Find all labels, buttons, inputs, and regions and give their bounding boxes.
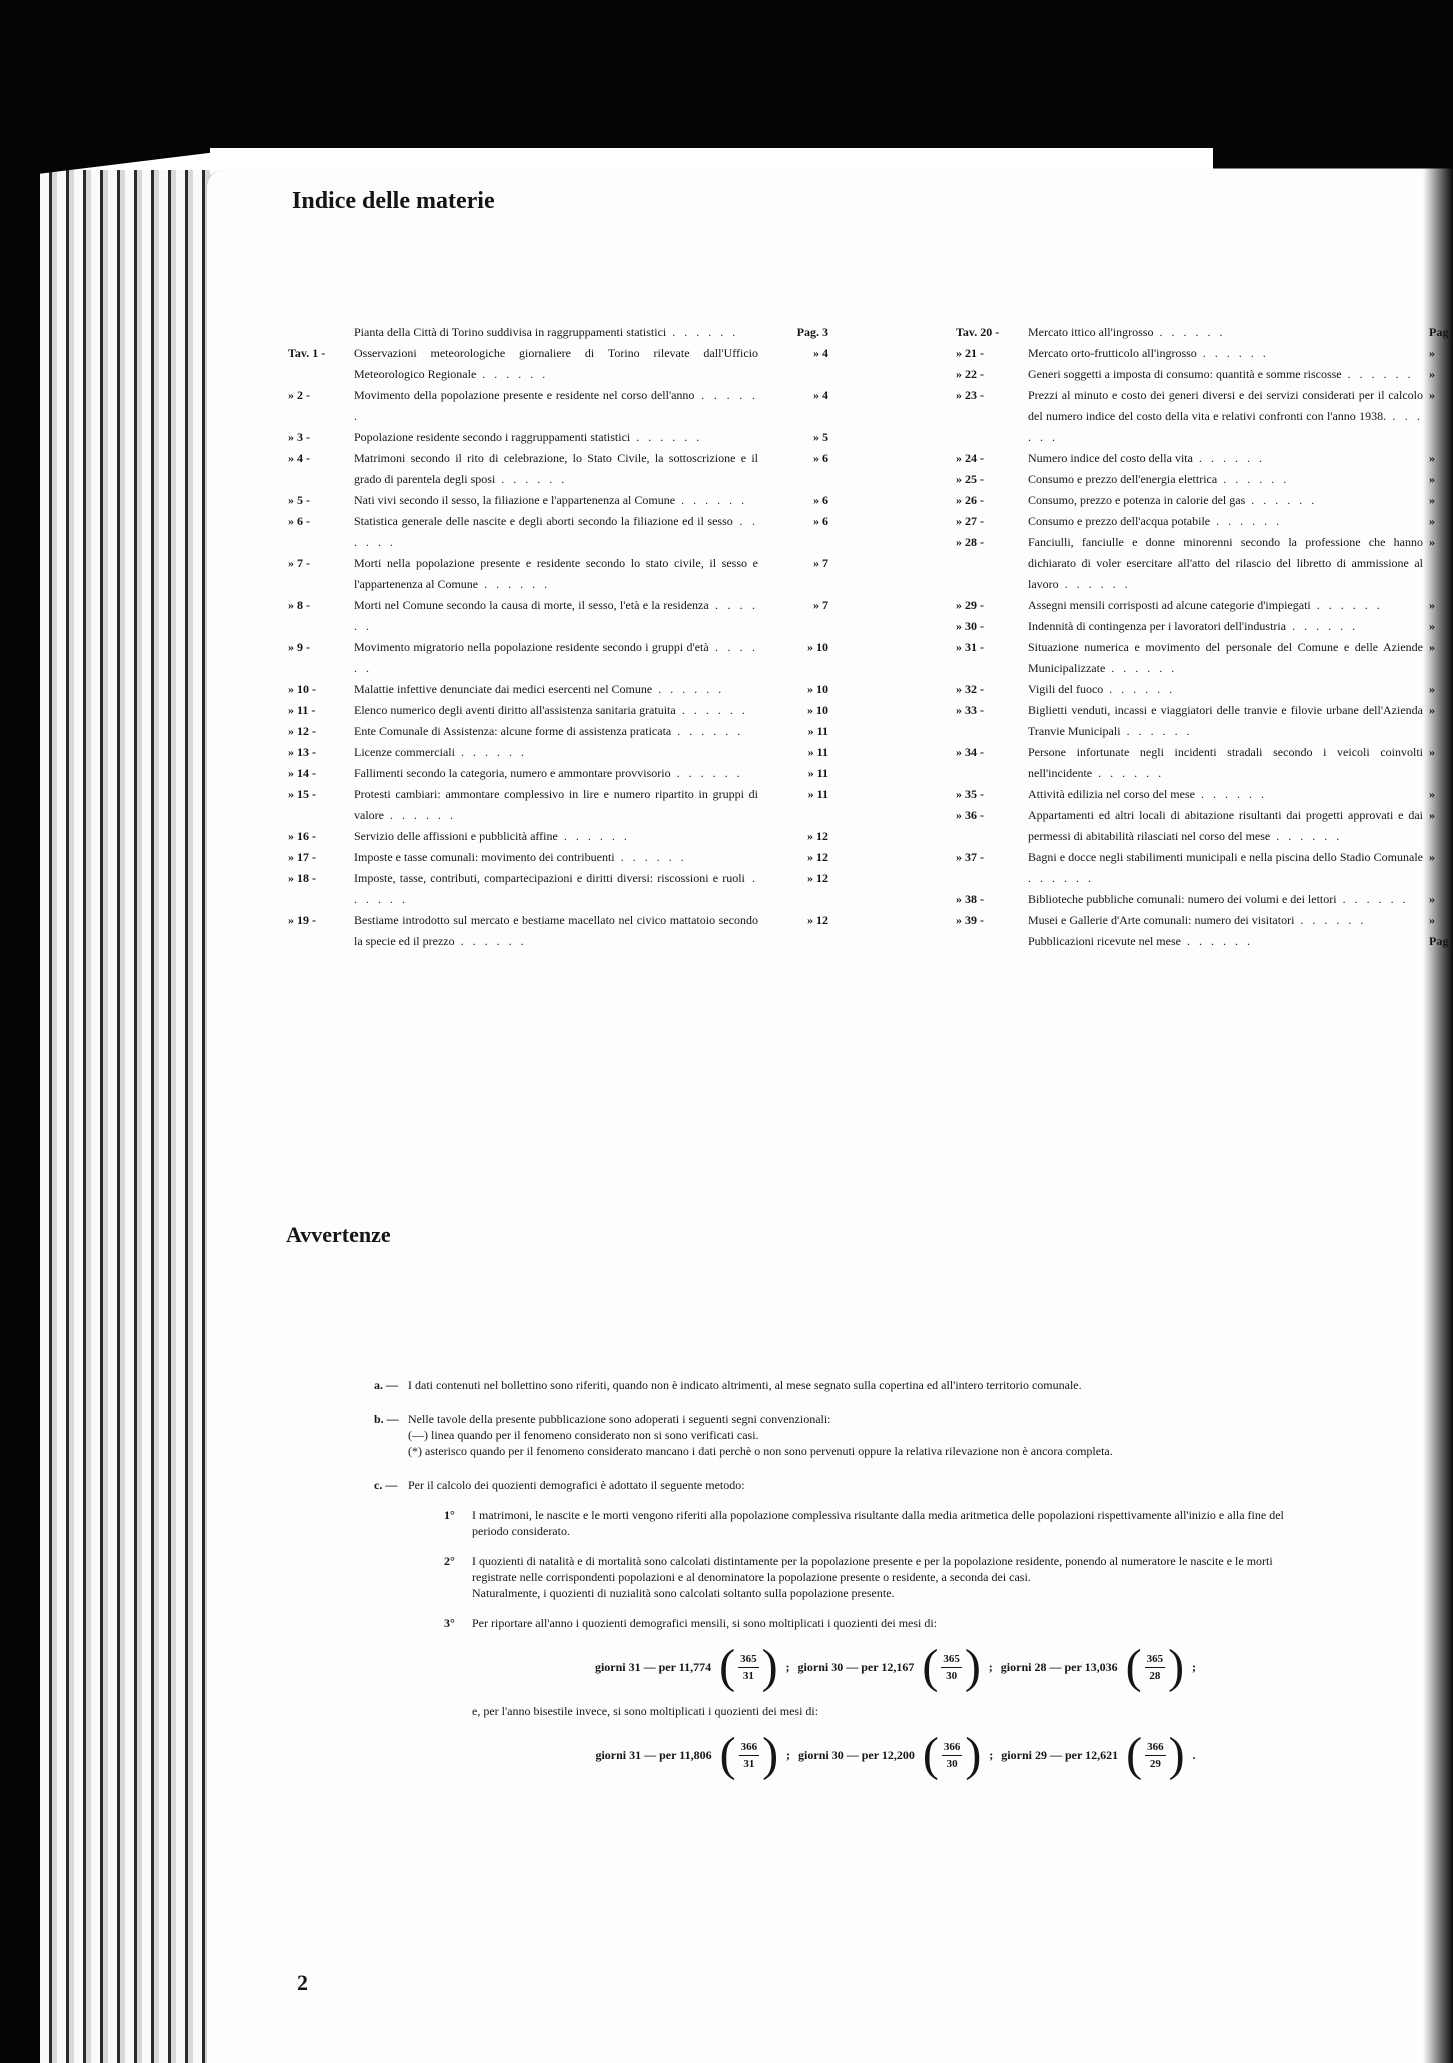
left_column-entry (288, 553, 828, 595)
dot-leader: . . . . . . (1105, 661, 1178, 675)
fraction-numerator: 365 (1145, 1651, 1166, 1668)
entry-title: Indennità di contingenza per i lavoratori dell'industria (1028, 619, 1287, 633)
entry-table-number: » 7 - (288, 556, 310, 570)
entry-title: Bestiame introdotto sul mercato e bestiame macellato nel civico mattatoio secondo la specie ed il prezzo (354, 913, 758, 948)
entry-page: » (1429, 367, 1435, 381)
dot-leader: . . . . . . (1180, 934, 1253, 948)
entry-page: » 12 (807, 913, 828, 927)
entry-title: Nati vivi secondo il sesso, la filiazione e l'appartenenza al Comune (354, 493, 676, 507)
formula-leap-year (472, 1728, 1319, 1781)
scan-corner (1213, 148, 1453, 188)
entry-title: Assegni mensili corrisposti ad alcune categorie d'impiegati (1028, 598, 1311, 612)
dot-leader: . . . . . . (1310, 598, 1383, 612)
formula-label: giorni 31 — per 11,806 (595, 1748, 712, 1762)
note-c-letter: c. — (374, 1478, 398, 1492)
dot-leader: . . . . . . (354, 640, 758, 675)
entry-page: » 10 (807, 703, 828, 717)
entry-title: Vigili del fuoco (1028, 682, 1104, 696)
note-b-text: Nelle tavole della presente pubblicazione sono adoperati i seguenti segni convenzionali: (408, 1412, 831, 1426)
entry-table-number: » 3 - (288, 430, 310, 444)
dot-leader: . . . . . . (557, 829, 630, 843)
avvertenze-title: Avvertenze (286, 1222, 391, 1247)
entry-title: Licenze commerciali (354, 745, 455, 759)
entry-title: Biblioteche pubbliche comunali: numero dei volumi e dei lettori (1028, 892, 1337, 906)
note-b-line-asterisk: (*) asterisco quando per il fenomeno considerato mancano i dati perchè o non sono pervenuti oppure la relativa rilevazione non è ancora completa. (408, 1444, 1113, 1458)
dot-leader: . . . . . . (675, 493, 748, 507)
entry-table-number: » 26 - (956, 493, 984, 507)
right_column-entry (956, 910, 1453, 931)
index-right-column (956, 322, 1453, 952)
entry-page: Pag (1429, 325, 1449, 339)
dot-leader: . . . . . . (1028, 409, 1424, 444)
entry-page: » 10 (807, 640, 828, 654)
right_column-entry (956, 385, 1453, 448)
entry-title: Fallimenti secondo la categoria, numero e ammontare provvisorio (354, 766, 671, 780)
dot-leader: . . . . . . (666, 325, 739, 339)
entry-table-number: » 30 - (956, 619, 984, 633)
dot-leader: . . . . . . (1028, 871, 1094, 885)
fraction: ( $\frac{365}{31}$ ) (719, 1640, 778, 1693)
formula-separator: ; (989, 1748, 994, 1762)
left_column-entry (288, 595, 828, 637)
entry-table-number: » 22 - (956, 367, 984, 381)
fraction-numerator: 366 (942, 1739, 963, 1756)
entry-page: » (1429, 346, 1435, 360)
formula-separator: ; (988, 1660, 993, 1674)
note-b-letter: b. — (374, 1412, 399, 1426)
entry-title: Imposte, tasse, contributi, compartecipazioni e diritti diversi: riscossioni e ruoli (354, 871, 745, 885)
entry-title: Musei e Gallerie d'Arte comunali: numero dei visitatori (1028, 913, 1295, 927)
fraction-denominator: 28 (1149, 1669, 1161, 1682)
left_column-entry (288, 322, 828, 343)
entry-table-number: » 31 - (956, 640, 984, 654)
entry-table-number: Tav. 20 - (956, 325, 1000, 339)
right_column-entry (956, 679, 1453, 700)
left_column-entry (288, 448, 828, 490)
left_column-entry (288, 910, 828, 952)
dot-leader: . . . . . . (354, 871, 759, 906)
fraction-denominator: 29 (1149, 1757, 1161, 1770)
left_column-entry (288, 742, 828, 763)
dot-leader: . . . . . . (1196, 346, 1269, 360)
left_column-entry (288, 385, 828, 427)
left_column-entry (288, 637, 828, 679)
right_column-entry (956, 532, 1453, 595)
note-c-point-2: 2° I quozienti di natalità e di mortalità sono calcolati distintamente per la popolazione presente e per la popolazione residente, ponendo al numeratore le nascite e le morti registrate nelle corrispondenti popolazioni e al denominatore la popolazione presente o residente, a seconda dei casi. Naturalmente, i quozienti di nuzialità sono calcolati soltanto sulla popolazione presente. (444, 1554, 1273, 1600)
entry-table-number: » 23 - (956, 388, 984, 402)
scan-shadow (40, 148, 210, 178)
dot-leader: . . . . . . (1103, 682, 1176, 696)
entry-title: Mercato ittico all'ingrosso (1028, 325, 1154, 339)
entry-page: » (1429, 682, 1435, 696)
entry-title: Pianta della Città di Torino suddivisa in raggruppamenti statistici (354, 325, 667, 339)
entry-page: » 11 (807, 766, 828, 780)
fraction-numerator: 365 (738, 1651, 759, 1668)
entry-title: Popolazione residente secondo i raggruppamenti statistici (354, 430, 631, 444)
dot-leader: . . . . . . (630, 430, 703, 444)
entry-table-number: » 16 - (288, 829, 316, 843)
scan-border-left (0, 0, 40, 2063)
note-c-point-1: 1° I matrimoni, le nascite e le morti vengono riferiti alla popolazione complessiva risultante dalla media aritmetica delle popolazioni rispettivamente all'inizio e alla fine del periodo considerato. (444, 1508, 1284, 1538)
dot-leader: . . . . . . (652, 682, 725, 696)
fraction: ( $\frac{365}{28}$ ) (1125, 1640, 1185, 1693)
dot-leader: . . . . . . (671, 724, 744, 738)
dot-leader: . . . . . . (1194, 787, 1267, 801)
entry-page: Pag (1429, 934, 1449, 948)
entry-page: » (1429, 388, 1435, 402)
entry-title: Appartamenti ed altri locali di abitazione risultanti dai progetti approvati e dai permessi di abitabilità rilasciati nel corso del mese (1028, 808, 1423, 843)
entry-page: » 5 (813, 430, 828, 444)
entry-title: Mercato orto-frutticolo all'ingrosso (1028, 346, 1197, 360)
entry-title: Pubblicazioni ricevute nel mese (1028, 934, 1181, 948)
dot-leader: . . . . . . (454, 934, 527, 948)
entry-title: Imposte e tasse comunali: movimento dei contribuenti (354, 850, 615, 864)
entry-title: Malattie infettive denunciate dai medici esercenti nel Comune (354, 682, 653, 696)
right_column-entry (956, 490, 1453, 511)
left_column-entry (288, 763, 828, 784)
book-page-edges (40, 170, 210, 2063)
entry-table-number: » 8 - (288, 598, 310, 612)
entry-title: Consumo, prezzo e potenza in calorie del gas (1028, 493, 1246, 507)
entry-table-number: » 19 - (288, 913, 316, 927)
entry-table-number: » 15 - (288, 787, 316, 801)
entry-table-number: » 38 - (956, 892, 984, 906)
entry-page: » 12 (807, 871, 828, 885)
entry-page: » (1429, 808, 1435, 822)
right_column-entry (956, 700, 1453, 742)
entry-title: Ente Comunale di Assistenza: alcune forme di assistenza praticata (354, 724, 672, 738)
dot-leader: . . . . . . (1270, 829, 1343, 843)
entry-table-number: » 6 - (288, 514, 310, 528)
entry-page: » (1429, 913, 1435, 927)
right_column-entry (956, 805, 1453, 847)
entry-title: Protesti cambiari: ammontare complessivo in lire e numero ripartito in gruppi di valore (354, 787, 758, 822)
entry-page: » (1429, 472, 1435, 486)
entry-table-number: » 21 - (956, 346, 984, 360)
entry-page: » 12 (807, 850, 828, 864)
dot-leader: . . . . . . (1153, 325, 1226, 339)
entry-title: Situazione numerica e movimento del personale del Comune e delle Aziende Municipalizzate (1028, 640, 1423, 675)
entry-table-number: » 35 - (956, 787, 984, 801)
left_column-entry (288, 679, 828, 700)
entry-title: Consumo e prezzo dell'acqua potabile (1028, 514, 1211, 528)
formula-label: giorni 30 — per 12,200 (798, 1748, 915, 1762)
fraction-numerator: 365 (941, 1651, 962, 1668)
entry-page: » 7 (813, 598, 828, 612)
entry-table-number: » 25 - (956, 472, 984, 486)
entry-page: » 12 (807, 829, 828, 843)
formula-normal-year (472, 1640, 1319, 1693)
dot-leader: . . . . . . (675, 703, 748, 717)
dot-leader: . . . . . . (1294, 913, 1367, 927)
entry-table-number: » 34 - (956, 745, 984, 759)
fraction: ( $\frac{365}{30}$ ) (922, 1640, 981, 1693)
entry-page: » 6 (813, 514, 828, 528)
dot-leader: . . . . . . (478, 577, 551, 591)
entry-title: Persone infortunate negli incidenti stradali secondo i veicoli coinvolti nell'incidente (1028, 745, 1423, 780)
index-left-column (288, 322, 828, 952)
note-b (374, 1411, 1319, 1459)
dot-leader: . . . . . . (476, 367, 549, 381)
left_column-entry (288, 784, 828, 826)
fraction-numerator: 366 (739, 1739, 760, 1756)
entry-title: Bagni e docce negli stabilimenti municipali e nella piscina dello Stadio Comunale (1028, 850, 1423, 864)
right_column-entry (956, 595, 1453, 616)
formula-separator: . (1192, 1748, 1196, 1762)
entry-title: Biglietti venduti, incassi e viaggiatori delle tranvie e filovie urbane dell'Azienda Tranvie Municipali (1028, 703, 1423, 738)
fraction-denominator: 31 (743, 1757, 755, 1770)
note-c-point-3: 3° Per riportare all'anno i quozienti demografici mensili, si sono moltiplicati i quozienti dei mesi di: giorni 31 — per 11,774 ( $\frac{365}{31}$ ) ; giorni 30 — per 12,167 ( $\frac{365}{30}$ ) ; giorni 28 — per 13,036 ( $\frac{365}{28}$ ) ; e, per l'anno bisestile invece, si sono moltiplicati i quozienti dei mesi di: giorni 31 — per 11,806 ( $\frac{366}{31}$ ) ; giorni 30 — per 12,200 ( $\frac{366}{30}$ ) ; giorni 29 — per 12,621 ( $\frac{366}{29}$ ) . (444, 1615, 1319, 1791)
entry-title: Morti nella popolazione presente e residente secondo lo stato civile, il sesso e l'appartenenza al Comune (354, 556, 758, 591)
dot-leader: . . . . . . (1217, 472, 1290, 486)
right_column-entry (956, 616, 1453, 637)
right_column-entry (956, 742, 1453, 784)
entry-page: » (1429, 451, 1435, 465)
dot-leader: . . . . . . (1245, 493, 1318, 507)
right_column-entry (956, 364, 1453, 385)
entry-title: Generi soggetti a imposta di consumo: quantità e somme riscosse (1028, 367, 1342, 381)
entry-title: Osservazioni meteorologiche giornaliere di Torino rilevate dall'Ufficio Meteorologico Regionale (354, 346, 758, 381)
left_column-entry (288, 826, 828, 847)
entry-title: Matrimoni secondo il rito di celebrazione, lo Stato Civile, la sottoscrizione e il grado di parentela degli sposi (354, 451, 758, 486)
entry-page: » (1429, 703, 1435, 717)
entry-title: Attività edilizia nel corso del mese (1028, 787, 1195, 801)
right_column-entry (956, 847, 1453, 889)
scan-border-top (0, 0, 1453, 148)
right_column-entry (956, 448, 1453, 469)
entry-title: Movimento migratorio nella popolazione residente secondo i gruppi d'età (354, 640, 709, 654)
page-number: 2 (297, 1970, 308, 1995)
entry-page: » 4 (813, 388, 828, 402)
fraction-denominator: 30 (946, 1669, 958, 1682)
dot-leader: . . . . . . (495, 472, 568, 486)
note-a-text: I dati contenuti nel bollettino sono riferiti, quando non è indicato altrimenti, al mese segnato sulla copertina ed all'intero territorio comunale. (408, 1378, 1082, 1392)
dot-leader: . . . . . . (1192, 451, 1265, 465)
right_column-entry (956, 511, 1453, 532)
right_column-entry (956, 322, 1453, 343)
dot-leader: . . . . . . (1120, 724, 1193, 738)
entry-table-number: » 28 - (956, 535, 984, 549)
entry-page: Pag. 3 (796, 325, 828, 339)
entry-table-number: Tav. 1 - (288, 346, 326, 360)
right_column-entry (956, 469, 1453, 490)
fraction: ( $\frac{366}{30}$ ) (922, 1728, 982, 1781)
fraction-numerator: 366 (1145, 1739, 1166, 1756)
left_column-entry (288, 847, 828, 868)
dot-leader: . . . . . . (383, 808, 456, 822)
note-b-line-dash: (—) linea quando per il fenomeno considerato non si sono verificati casi. (408, 1428, 759, 1442)
dot-leader: . . . . . . (354, 598, 759, 633)
entry-page: » (1429, 598, 1435, 612)
entry-page: » (1429, 787, 1435, 801)
dot-leader: . . . . . . (1210, 514, 1283, 528)
entry-page: » 7 (813, 556, 828, 570)
entry-title: Consumo e prezzo dell'energia elettrica (1028, 472, 1218, 486)
entry-table-number: » 4 - (288, 451, 310, 465)
formula-label: giorni 29 — per 12,621 (1001, 1748, 1119, 1762)
dot-leader: . . . . . . (354, 388, 759, 423)
note-a (374, 1377, 1319, 1393)
dot-leader: . . . . . . (1286, 619, 1359, 633)
page-title: Indice delle materie (292, 188, 495, 214)
entry-page: » 11 (807, 787, 828, 801)
left_column-entry (288, 700, 828, 721)
entry-table-number: » 10 - (288, 682, 316, 696)
entry-title: Prezzi al minuto e costo dei generi diversi e dei servizi considerati per il calcolo del numero indice del costo della vita e relativi confronti con l'anno 1938. (1028, 388, 1423, 423)
formula-separator: ; (1192, 1660, 1197, 1674)
entry-table-number: » 14 - (288, 766, 316, 780)
dot-leader: . . . . . . (1058, 577, 1131, 591)
formula-label: giorni 30 — per 12,167 (797, 1660, 915, 1674)
entry-page: » (1429, 892, 1435, 906)
left_column-entry (288, 490, 828, 511)
right_column-entry (956, 889, 1453, 910)
entry-table-number: » 12 - (288, 724, 316, 738)
entry-page: » 4 (813, 346, 828, 360)
entry-title: Elenco numerico degli aventi diritto all'assistenza sanitaria gratuita (354, 703, 676, 717)
entry-page: » (1429, 514, 1435, 528)
note-a-letter: a. — (374, 1378, 398, 1392)
dot-leader: . . . . . . (1341, 367, 1414, 381)
entry-title: Statistica generale delle nascite e degli aborti secondo la filiazione ed il sesso (354, 514, 733, 528)
left_column-entry (288, 511, 828, 553)
right_column-entry (956, 343, 1453, 364)
entry-table-number: » 5 - (288, 493, 310, 507)
formula-label: giorni 28 — per 13,036 (1000, 1660, 1118, 1674)
entry-page: » 6 (813, 493, 828, 507)
entry-table-number: » 32 - (956, 682, 984, 696)
entry-table-number: » 37 - (956, 850, 984, 864)
entry-page: » 6 (813, 451, 828, 465)
entry-page: » (1429, 745, 1435, 759)
left_column-entry (288, 868, 828, 910)
entry-table-number: » 17 - (288, 850, 316, 864)
dot-leader: . . . . . . (354, 514, 759, 549)
entry-table-number: » 39 - (956, 913, 984, 927)
entry-page: » 11 (807, 745, 828, 759)
dot-leader: . . . . . . (670, 766, 743, 780)
entry-table-number: » 9 - (288, 640, 310, 654)
entry-page: » (1429, 619, 1435, 633)
dot-leader: . . . . . . (1092, 766, 1165, 780)
formula-separator: ; (786, 1748, 791, 1762)
dot-leader: . . . . . . (454, 745, 527, 759)
entry-title: Movimento della popolazione presente e residente nel corso dell'anno (354, 388, 695, 402)
entry-title: Morti nel Comune secondo la causa di morte, il sesso, l'età e la residenza (354, 598, 709, 612)
entry-page: » (1429, 850, 1435, 864)
formula-separator: ; (785, 1660, 790, 1674)
entry-table-number: » 33 - (956, 703, 984, 717)
entry-page: » 11 (807, 724, 828, 738)
dot-leader: . . . . . . (614, 850, 687, 864)
entry-table-number: » 24 - (956, 451, 984, 465)
right_column-entry (956, 784, 1453, 805)
fraction-denominator: 30 (946, 1757, 958, 1770)
entry-page: » (1429, 640, 1435, 654)
entry-title: Servizio delle affissioni e pubblicità affine (354, 829, 558, 843)
entry-table-number: » 18 - (288, 871, 316, 885)
left_column-entry (288, 427, 828, 448)
entry-table-number: » 36 - (956, 808, 984, 822)
avvertenze-notes (374, 1377, 1319, 1809)
right_column-entry (956, 637, 1453, 679)
entry-table-number: » 11 - (288, 703, 316, 717)
left_column-entry (288, 343, 828, 385)
entry-page: » 10 (807, 682, 828, 696)
entry-table-number: » 13 - (288, 745, 316, 759)
entry-table-number: » 2 - (288, 388, 310, 402)
dot-leader: . . . . . . (1336, 892, 1409, 906)
entry-table-number: » 29 - (956, 598, 984, 612)
left_column-entry (288, 721, 828, 742)
entry-page: » (1429, 535, 1435, 549)
fraction: ( $\frac{366}{31}$ ) (719, 1728, 779, 1781)
fraction-denominator: 31 (742, 1669, 754, 1682)
entry-title: Fanciulli, fanciulle e donne minorenni secondo la professione che hanno dichiarato di voler esercitare all'atto del rilascio del libretto di ammissione al lavoro (1028, 535, 1423, 591)
note-c-text: Per il calcolo dei quozienti demografici è adottato il seguente metodo: (408, 1478, 745, 1492)
entry-page: » (1429, 493, 1435, 507)
note-c (374, 1477, 1319, 1791)
entry-table-number: » 27 - (956, 514, 984, 528)
formula-label: giorni 31 — per 11,774 (594, 1660, 712, 1674)
fraction: ( $\frac{366}{29}$ ) (1126, 1728, 1185, 1781)
right_column-entry (956, 931, 1453, 952)
entry-title: Numero indice del costo della vita (1028, 451, 1193, 465)
